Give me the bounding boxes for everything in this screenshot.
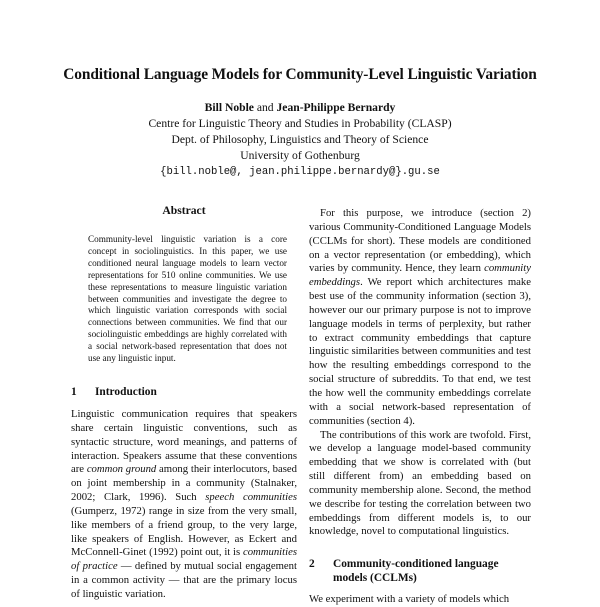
intro-emphasis-speech-communities: speech communities: [205, 491, 297, 504]
abstract-heading: Abstract: [162, 204, 206, 217]
author-block: [0, 100, 600, 180]
section-2-title: [333, 557, 499, 585]
right-emphasis-community-embeddings: community embeddings: [309, 262, 531, 289]
author-emails: {bill.noble@, jean.philippe.bernardy@}.gu.se: [160, 166, 440, 178]
author-names: [0, 100, 600, 116]
right-column: [309, 207, 531, 607]
left-column: [71, 204, 297, 602]
section-1-number: 1: [71, 385, 77, 398]
section-2-title-line-2: models (CCLMs): [333, 572, 417, 585]
section-2-number: 2: [309, 558, 315, 571]
paper-title: Conditional Language Models for Community-Level Linguistic Variation: [63, 66, 537, 83]
right-p1-text-b: . We report which architectures make best use of the community information (section 3), however our our primary purpose is not to improve language models in terms of perplexity, but rather to extract community embeddings that capture linguistic similarities between communities and test how the resulting embeddings correspond to the social structure of subreddits. To that end, we test the how well the community embeddings correlate with a social network-based representation of communities (section 4).: [309, 276, 531, 427]
intro-emphasis-communities-of-practice: communities of practice: [71, 546, 297, 573]
section-1-heading: [71, 386, 297, 398]
author-2: Jean-Philippe Bernardy: [276, 101, 396, 114]
intro-text-a: Linguistic communication requires that speakers share certain linguistic conventions, such as syntactic structure, word meanings, and patterns of interaction. Speakers assume that these conventions are: [71, 407, 297, 476]
affiliation-line-1: Centre for Linguistic Theory and Studies in Probability (CLASP): [148, 117, 452, 130]
section-1-title: Introduction: [95, 385, 157, 398]
author-1: Bill Noble: [204, 101, 254, 114]
section-2-title-line-1: Community-conditioned language: [333, 558, 499, 571]
affiliation-line-3: University of Gothenburg: [240, 149, 360, 162]
right-p1-text-a: For this purpose, we introduce (section 2) various Community-Conditioned Language Models (CCLMs for short). These models are conditioned on a vector representation (or embedding), which varies by community. Hence, they learn: [309, 207, 531, 275]
section-2-heading: [309, 557, 531, 585]
right-paragraph-2: The contributions of this work are twofold. First, we develop a language model-based community embedding that we show is correlated with (but still different from) an embedding based on community membership alone. Second, the method we describe for testing the correlation between two embeddings from different models is, to our knowledge, novel to computational linguistics.: [309, 428, 531, 538]
right-paragraph-1: [309, 207, 531, 429]
intro-text-b: among their interlocutors, based on joint membership in a community (Stalnaker, 2002; Clark, 1996). Such: [71, 463, 297, 504]
section-2-paragraph: We experiment with a variety of models which: [309, 593, 510, 606]
affiliation-line-2: Dept. of Philosophy, Linguistics and Theory of Science: [171, 133, 429, 146]
intro-text-c: (Gumperz, 1972) range in size from the very small, like members of a friend group, to the very large, like speakers of English. However, as Eckert and McConnell-Ginet (1992) point out, it is: [71, 504, 297, 559]
intro-emphasis-common-ground: common ground: [86, 463, 157, 476]
introduction-paragraph: [71, 408, 297, 602]
author-conjunction: and: [256, 101, 274, 114]
abstract-text: Community-level linguistic variation is a core concept in sociolinguistics. In this paper, we use conditioned neural language models to learn vector representations for 510 online communities. We use these representations to measure linguistic variation between communities and investigate the degree to which linguistic variation corresponds with social connections between communities. We find that our sociolinguistic embeddings are highly correlated with a social network-based representation that does not use any linguistic input.: [88, 234, 287, 364]
intro-text-d: — defined by mutual social engagement in a common activity — that are the primary locus of linguistic variation.: [71, 560, 297, 600]
